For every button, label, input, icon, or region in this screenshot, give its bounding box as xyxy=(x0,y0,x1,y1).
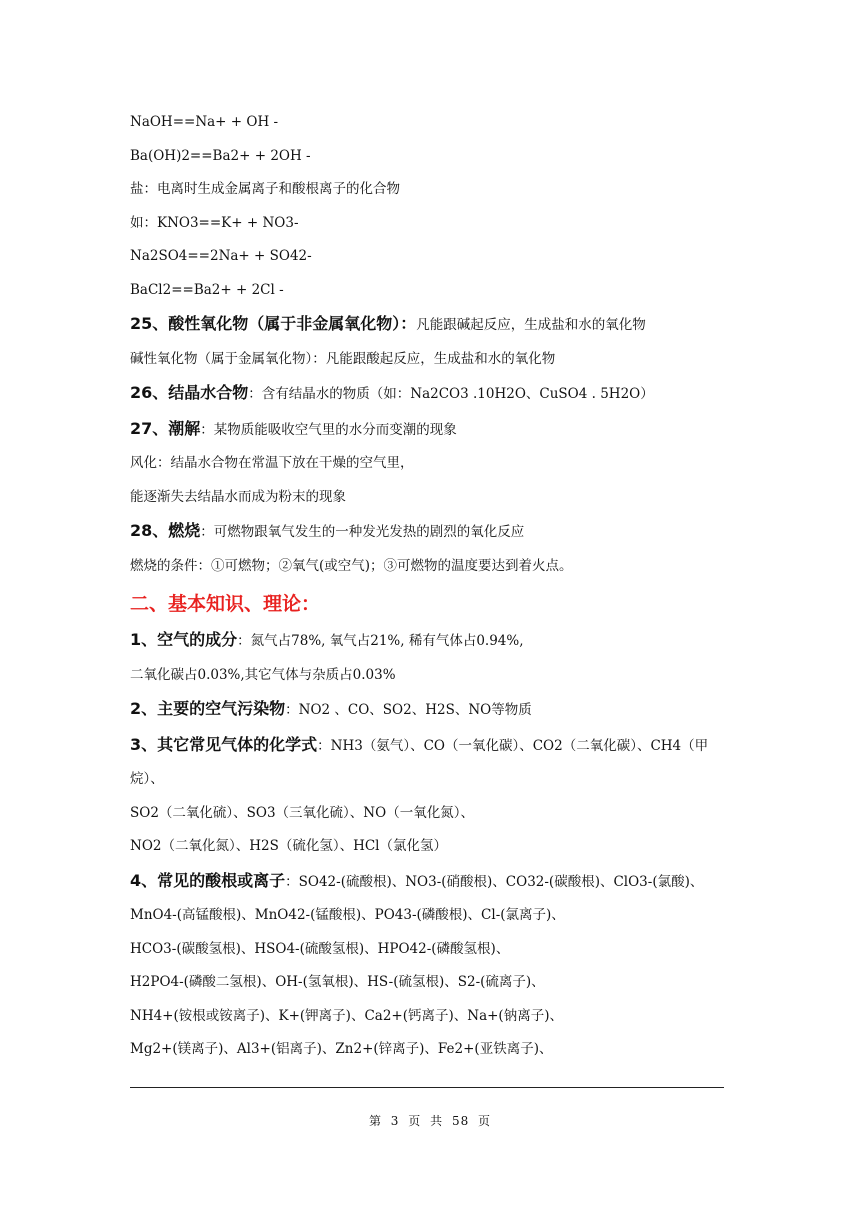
term-heading: 26、结晶水合物 xyxy=(130,383,249,402)
text-line xyxy=(130,412,730,448)
line-text: MnO4-(高锰酸根)、MnO42-(锰酸根)、PO43-(磷酸根)、Cl-(氯离子)、 xyxy=(130,907,565,923)
line-text: 盐：电离时生成金属离子和酸根离子的化合物 xyxy=(130,181,400,197)
text-line xyxy=(130,899,730,933)
line-text: 碱性氧化物（属于金属氧化物）：凡能跟酸起反应，生成盐和水的氧化物 xyxy=(130,350,556,367)
text-line xyxy=(130,140,730,174)
text-line xyxy=(130,514,730,550)
footer-text: 第 xyxy=(368,1114,382,1128)
line-text: ：SO42-(硫酸根)、NO3-(硝酸根)、CO32-(碳酸根)、ClO3-(氯酸)、 xyxy=(285,873,704,890)
term-heading: 2、主要的空气污染物 xyxy=(130,699,286,718)
page-content xyxy=(130,106,730,1067)
line-text: BaCl2==Ba2+ + 2Cl - xyxy=(130,281,284,298)
line-text: ：NH3（氨气）、CO（一氧化碳）、CO2（二氧化碳）、CH4（甲 xyxy=(317,737,709,754)
text-line xyxy=(130,830,730,864)
text-line xyxy=(130,207,730,241)
knowledge-block xyxy=(130,623,730,1067)
line-text: NH4+(铵根或铵离子)、K+(钾离子)、Ca2+(钙离子)、Na+(钠离子)、 xyxy=(130,1007,563,1024)
text-line xyxy=(130,240,730,274)
line-text: 烷）、 xyxy=(130,771,164,787)
definitions-block xyxy=(130,106,730,583)
text-line xyxy=(130,623,730,659)
text-line xyxy=(130,106,730,140)
term-heading: 28、燃烧 xyxy=(130,521,201,540)
line-text: 风化：结晶水合物在常温下放在干燥的空气里， xyxy=(130,455,414,471)
line-text: SO2（二氧化硫）、SO3（三氧化硫）、NO（一氧化氮）、 xyxy=(130,804,474,821)
text-line xyxy=(130,343,730,377)
term-heading: 25、酸性氧化物（属于非金属氧化物）： xyxy=(130,314,417,333)
line-text: 燃烧的条件：①可燃物；②氧气(或空气)；③可燃物的温度要达到着火点。 xyxy=(130,557,573,574)
text-line xyxy=(130,307,730,343)
section-title: 二、基本知识、理论： xyxy=(130,593,321,615)
line-text: 能逐渐失去结晶水而成为粉末的现象 xyxy=(130,488,346,505)
line-text: 二氧化碳占0.03%,其它气体与杂质占0.03% xyxy=(130,666,396,683)
text-line xyxy=(130,797,730,831)
term-heading: 27、潮解 xyxy=(130,418,201,438)
text-line xyxy=(130,447,730,481)
text-line xyxy=(130,864,730,900)
line-text: NO2（二氧化氮）、H2S（硫化氢）、HCl（氯化氢） xyxy=(130,838,447,854)
footer-page-number: 3 xyxy=(390,1114,400,1128)
line-text: Mg2+(镁离子)、Al3+(铝离子)、Zn2+(锌离子)、Fe2+(亚铁离子)、 xyxy=(130,1041,553,1057)
line-text: H2PO4-(磷酸二氢根)、OH-(氢氧根)、HS-(硫氢根)、S2-(硫离子)、 xyxy=(130,974,545,990)
page-footer xyxy=(0,1112,860,1129)
line-text: HCO3-(碳酸氢根)、HSO4-(硫酸氢根)、HPO42-(磷酸氢根)、 xyxy=(130,940,510,957)
line-text: ：可燃物跟氧气发生的一种发光发热的剧烈的氧化反应 xyxy=(200,524,525,540)
text-line xyxy=(130,1000,730,1034)
line-text: Na2SO4==2Na+ + SO42- xyxy=(130,248,312,264)
line-text: NaOH==Na+ + OH - xyxy=(130,114,279,130)
footer-text: 页 xyxy=(478,1114,492,1128)
text-line xyxy=(130,728,730,764)
text-line xyxy=(130,274,730,308)
term-heading: 3、其它常见气体的化学式 xyxy=(130,734,318,754)
text-line xyxy=(130,933,730,967)
line-text: ：含有结晶水的物质（如：Na2CO3 .10H2O、CuSO4 . 5H2O） xyxy=(248,386,654,402)
text-line xyxy=(130,763,730,797)
text-line xyxy=(130,173,730,207)
line-text: ：氮气占78%, 氧气占21%, 稀有气体占0.94%, xyxy=(237,633,524,649)
line-text: ：NO2 、CO、SO2、H2S、NO等物质 xyxy=(285,702,532,718)
text-line xyxy=(130,966,730,1000)
text-line xyxy=(130,659,730,693)
footer-text: 共 xyxy=(430,1114,444,1128)
line-text: 凡能跟碱起反应，生成盐和水的氧化物 xyxy=(416,317,646,333)
line-text: Ba(OH)2==Ba2+ + 2OH - xyxy=(130,147,311,164)
text-line xyxy=(130,692,730,728)
text-line xyxy=(130,376,730,412)
footer-total-pages: 58 xyxy=(451,1114,470,1128)
text-line xyxy=(130,550,730,584)
line-text: 如：KNO3==K+ + NO3- xyxy=(130,214,299,231)
text-line xyxy=(130,481,730,515)
term-heading: 4、常见的酸根或离子 xyxy=(130,870,286,890)
footer-text: 页 xyxy=(408,1114,422,1128)
term-heading: 1、空气的成分 xyxy=(130,630,238,649)
line-text: ：某物质能吸收空气里的水分而变潮的现象 xyxy=(200,421,457,438)
footer-rule xyxy=(130,1087,724,1088)
text-line xyxy=(130,1033,730,1067)
